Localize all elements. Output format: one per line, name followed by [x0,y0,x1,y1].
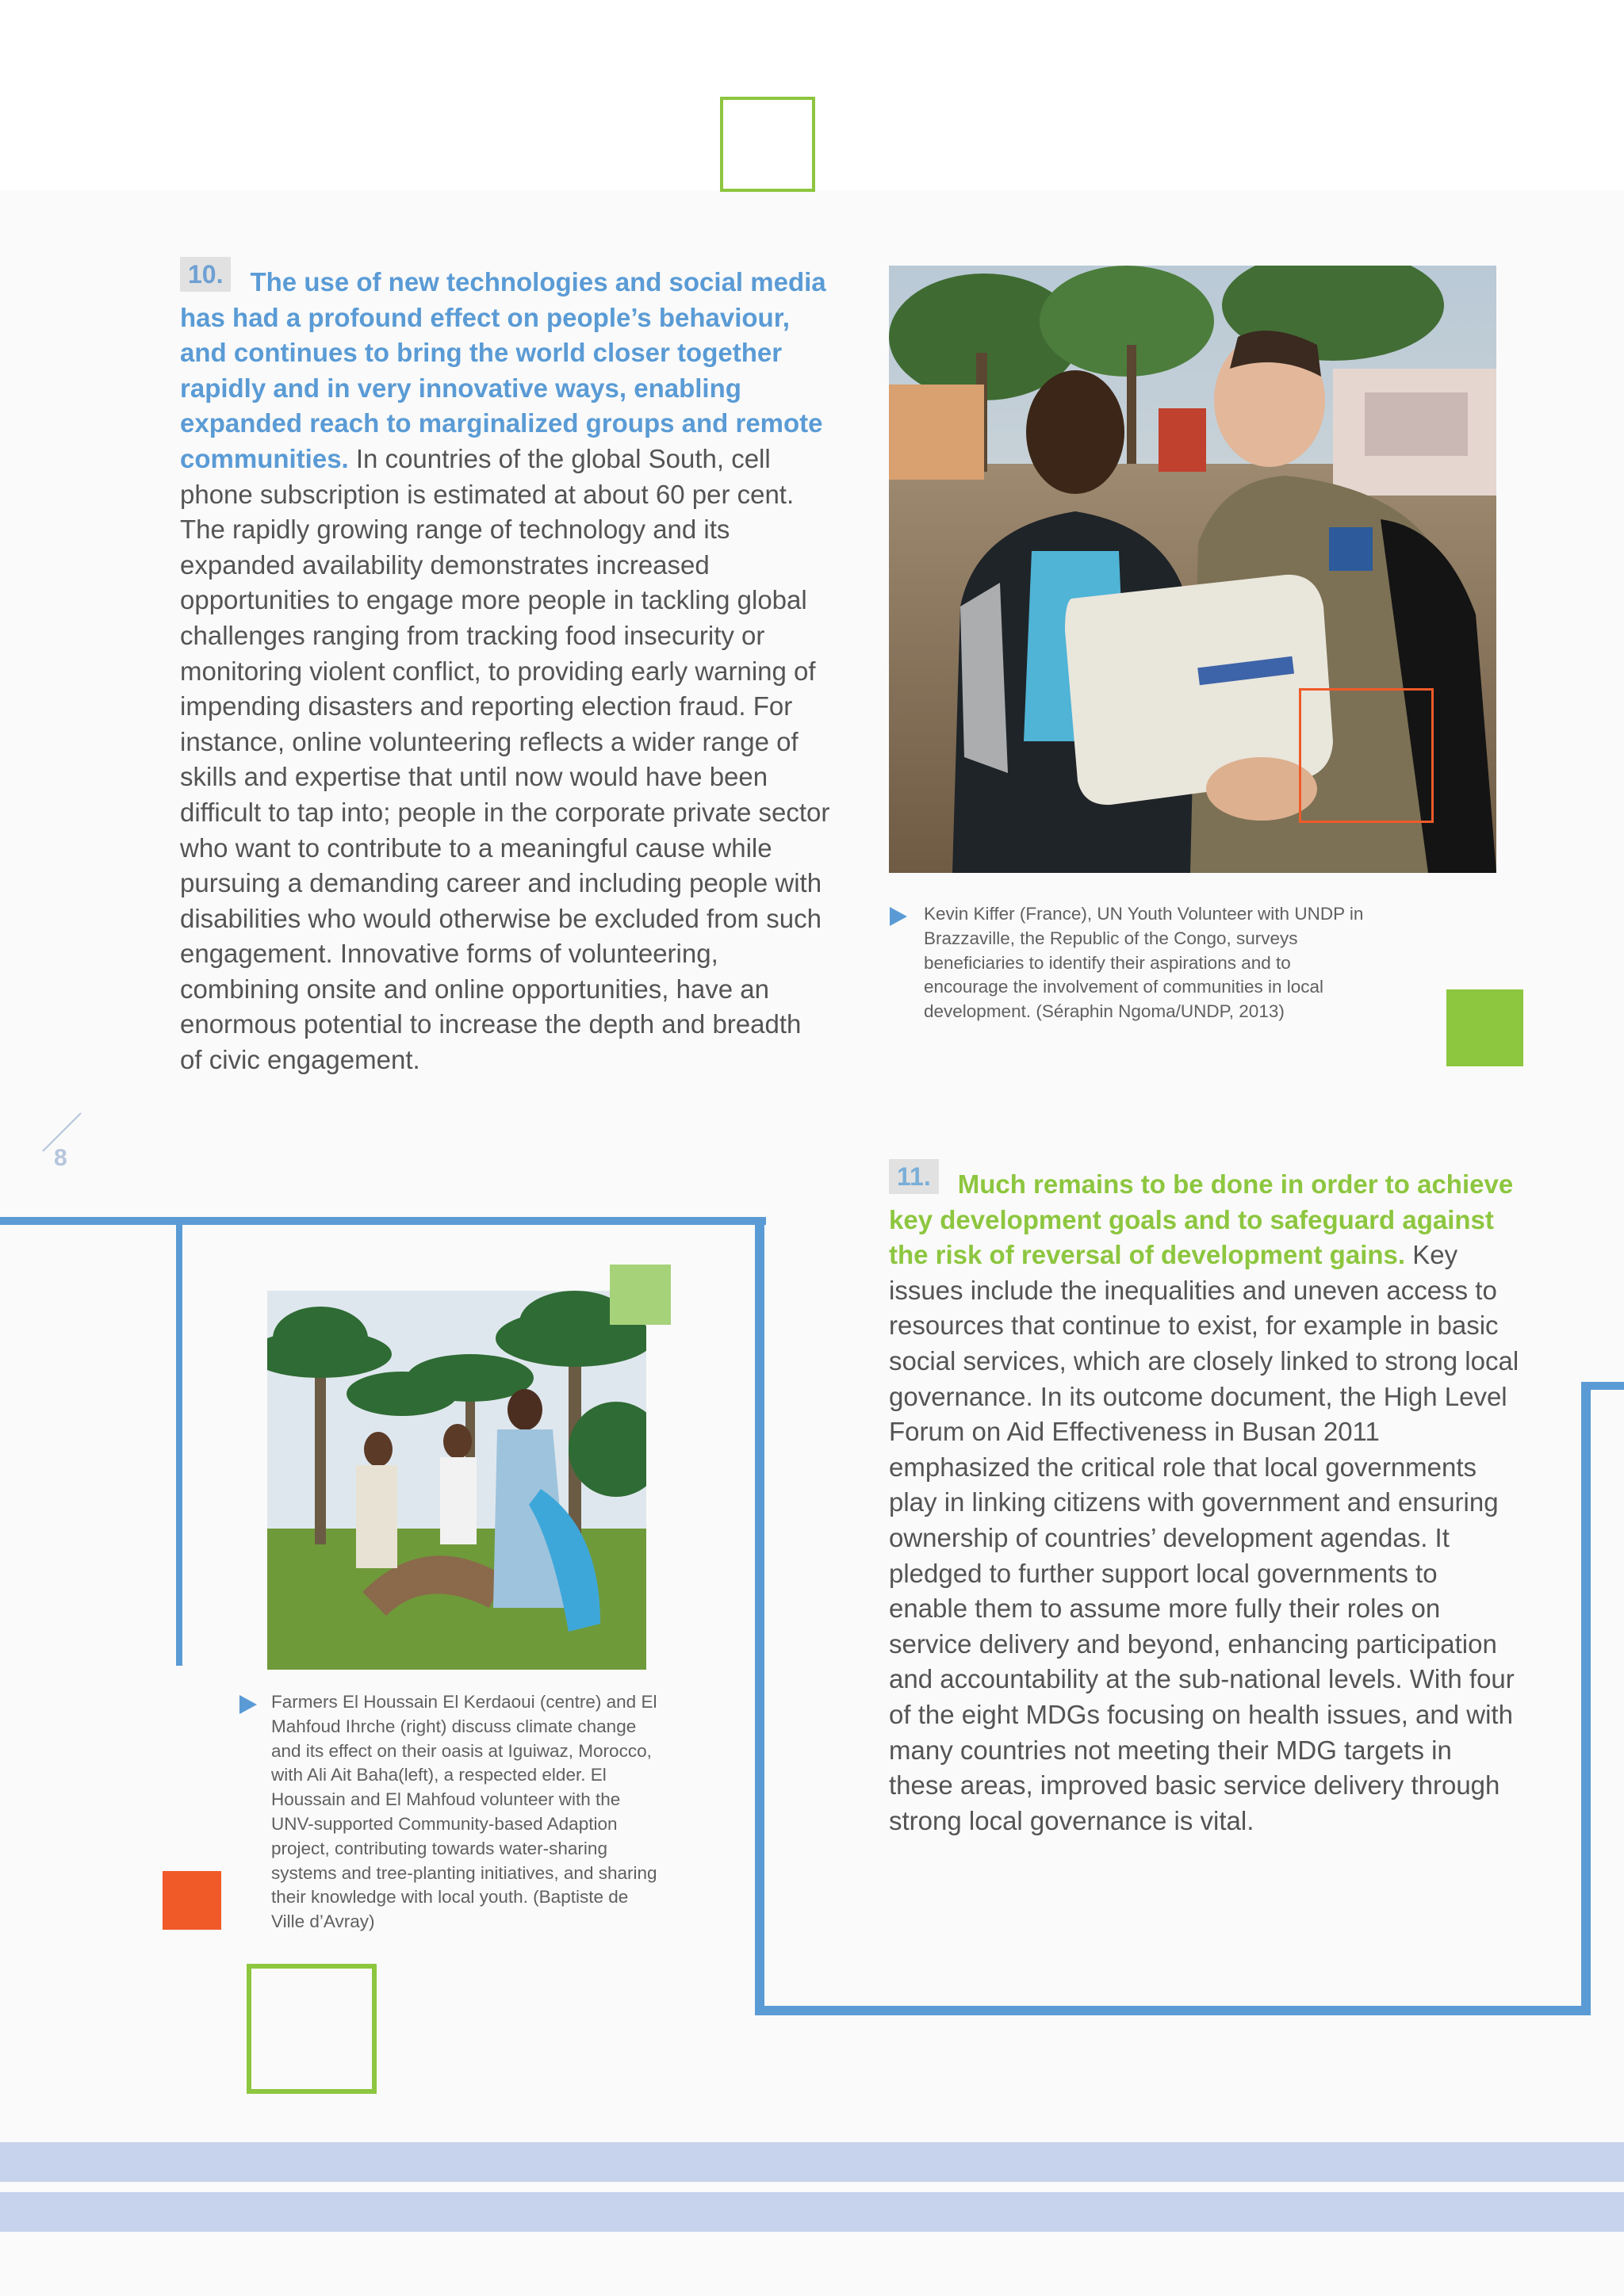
paragraph-lead: The use of new technologies and social media has had a profound effect on people’s behaviour, and continues to bring the world closer together rapidly and in very innovative ways, enabling expanded reach to marginalized groups and remote communities. [180,267,826,473]
decor-square-outline-green-bottom [247,1964,377,2094]
page-number: 8 [54,1145,67,1171]
caption-arrow-icon [239,1695,257,1714]
decor-square-outline-top [720,97,815,192]
caption-text: Kevin Kiffer (France), UN Youth Volunteer with UNDP in Brazzaville, the Republic of the Congo, surveys beneficiaries to identify their aspirations and to encourage the involvement of communities in local development. (Séraphin Ngoma/UNDP, 2013) [924,904,1364,1022]
decor-square-outline-orange [1299,688,1434,823]
frame-line-bottom [755,2006,1591,2015]
photo-caption-2 [271,1690,660,1934]
frame-line-vertical-mid [755,1217,764,2014]
paragraph-body: Key issues include the inequalities and uneven access to resources that continue to exist, for example in basic social services, which are closely linked to strong local governance. In its outcome document, the High Level Forum on Aid Effectiveness in Busan 2011 emphasized the critical role that local governments play in linking citizens with government and ensuring ownership of countries’ development agendas. It pledged to further support local governments to enable them to assume more fully their roles on service delivery and beyond, enhancing participation and accountability at the sub-national levels. With four of the eight MDGs focusing on health issues, and with many countries not meeting their MDG targets in these areas, improved basic service delivery through strong local governance is vital. [889,1240,1519,1835]
decor-square-light-green [610,1265,671,1325]
frame-line-top-left [0,1217,766,1225]
footer-stripe-2 [0,2192,1624,2232]
paragraph-body: In countries of the global South, cell phone subscription is estimated at about 60 per cent. The rapidly growing range of technology and its expanded availability demonstrates increased opportunities to engage more people in tackling global challenges ranging from tracking food insecurity or monitoring violent conflict, to providing early warning of impending disasters and reporting election fraud. For instance, online volunteering reflects a wider range of skills and expertise that until now would have been difficult to tap into; people in the corporate private sector who want to contribute to a meaningful cause while pursuing a demanding career and including people with disabilities who would otherwise be excluded from such engagement. Innovative forms of volunteering, combining onsite and online opportunities, have an enormous potential to increase the depth and breadth of civic engagement. [180,443,830,1075]
photo-illustration-oasis [267,1291,646,1670]
photo-farmers-oasis [267,1291,646,1670]
decor-square-orange [163,1871,221,1930]
footer-stripe-1 [0,2142,1624,2182]
photo-caption-1 [924,902,1368,1024]
decor-square-green [1446,989,1523,1066]
paragraph-11 [889,1162,1519,1839]
paragraph-number: 11. [889,1159,939,1194]
paragraph-number: 10. [180,257,231,292]
paragraph-10 [180,260,830,1078]
caption-arrow-icon [890,907,907,926]
caption-text: Farmers El Houssain El Kerdaoui (centre) and El Mahfoud Ihrche (right) discuss climate change and its effect on their oasis at Iguiwaz, Morocco, with Ali Ait Baha(left), a respected elder. El Houssain and El Mahfoud volunteer with the UNV-supported Community-based Adaption project, contributing towards water-sharing systems and tree-planting initiatives, and sharing their knowledge with local youth. (Baptiste de Ville d’Avray) [271,1692,657,1932]
frame-line-top-right [1581,1382,1624,1390]
frame-line-vertical-right [1581,1382,1591,2015]
frame-line-vertical-left [176,1225,182,1666]
paragraph-lead: Much remains to be done in order to achieve key development goals and to safeguard against the risk of reversal of development gains. [889,1169,1514,1270]
